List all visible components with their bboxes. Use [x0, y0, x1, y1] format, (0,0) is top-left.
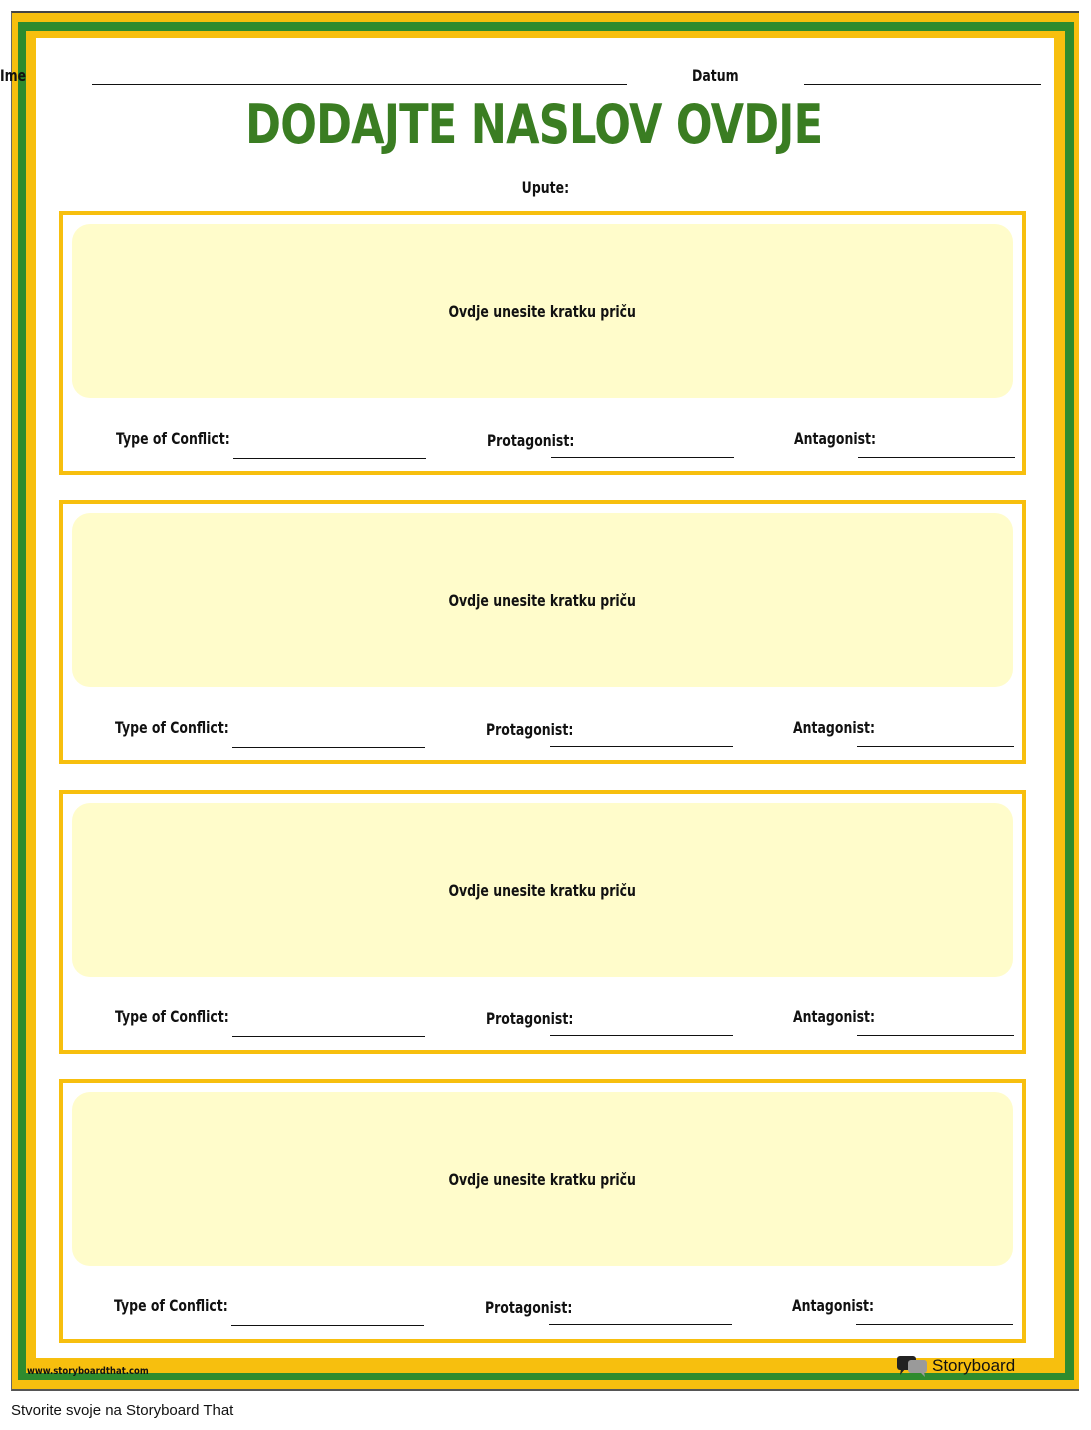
footer-url[interactable]: www.storyboardthat.com	[27, 1366, 149, 1377]
name-label: Ime	[0, 66, 27, 85]
protagonist-label: Protagonist:	[487, 431, 575, 450]
story-text-box[interactable]: Ovdje unesite kratku priču	[72, 803, 1013, 977]
conflict-label: Type of Conflict:	[114, 1296, 228, 1315]
antagonist-line[interactable]	[858, 457, 1015, 458]
story-card-2	[59, 500, 1026, 764]
protagonist-label: Protagonist:	[486, 1009, 574, 1028]
instructions-label[interactable]: Upute:	[521, 178, 570, 197]
conflict-line[interactable]	[232, 747, 425, 748]
conflict-line[interactable]	[231, 1325, 424, 1326]
story-text-box[interactable]: Ovdje unesite kratku priču	[72, 1092, 1013, 1266]
conflict-label: Type of Conflict:	[116, 429, 230, 448]
protagonist-line[interactable]	[551, 457, 734, 458]
conflict-label: Type of Conflict:	[115, 718, 229, 737]
storyboard-that-logo[interactable]	[896, 1354, 1049, 1378]
date-label: Datum	[692, 66, 739, 85]
name-line[interactable]	[92, 84, 627, 85]
protagonist-label: Protagonist:	[486, 720, 574, 739]
date-line[interactable]	[804, 84, 1041, 85]
antagonist-label: Antagonist:	[794, 429, 876, 448]
conflict-label: Type of Conflict:	[115, 1007, 229, 1026]
antagonist-label: Antagonist:	[792, 1296, 874, 1315]
brand-name: StoryboardThat	[932, 1356, 1050, 1375]
story-card-1	[59, 211, 1026, 475]
page-title[interactable]: DODAJTE NASLOV OVDJE	[245, 93, 823, 156]
story-text-box[interactable]: Ovdje unesite kratku priču	[72, 224, 1013, 398]
conflict-line[interactable]	[233, 458, 426, 459]
story-card-3	[59, 790, 1026, 1054]
protagonist-line[interactable]	[549, 1324, 732, 1325]
conflict-line[interactable]	[232, 1036, 425, 1037]
credit-text[interactable]: Stvorite svoje na Storyboard That	[11, 1402, 234, 1419]
protagonist-line[interactable]	[550, 746, 733, 747]
story-card-4	[59, 1079, 1026, 1343]
protagonist-line[interactable]	[550, 1035, 733, 1036]
antagonist-line[interactable]	[857, 746, 1014, 747]
speech-bubbles-icon	[896, 1354, 928, 1378]
antagonist-label: Antagonist:	[793, 718, 875, 737]
antagonist-label: Antagonist:	[793, 1007, 875, 1026]
antagonist-line[interactable]	[857, 1035, 1014, 1036]
protagonist-label: Protagonist:	[485, 1298, 573, 1317]
antagonist-line[interactable]	[856, 1324, 1013, 1325]
story-text-box[interactable]: Ovdje unesite kratku priču	[72, 513, 1013, 687]
